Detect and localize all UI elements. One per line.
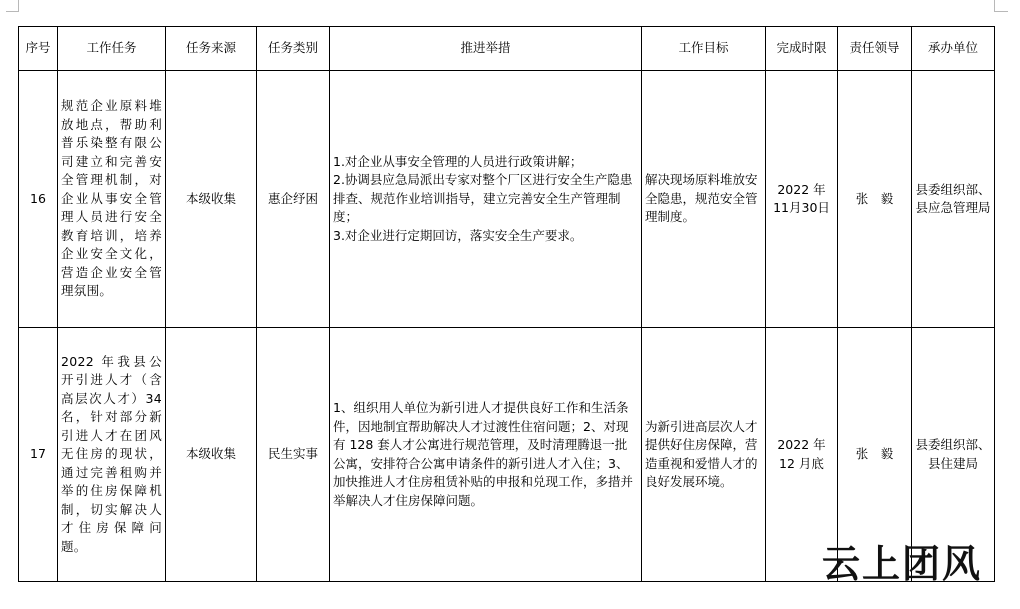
row-source: 本级收集 xyxy=(166,328,257,582)
measure-item: 3.对企业进行定期回访，落实安全生产要求。 xyxy=(333,227,583,243)
table-header-row xyxy=(19,27,995,71)
header-num: 序号 xyxy=(19,27,58,71)
header-goal: 工作目标 xyxy=(642,27,766,71)
row-task: 2022 年我县公开引进人才（含高层次人才）34名，针对部分新引进人才在团风无住房的现状，通过完善租购并举的住房保障机制，切实解决人才住房保障问题。 xyxy=(58,328,166,582)
measure-item: 2.协调县应急局派出专家对整个厂区进行安全生产隐患排查、规范作业培训指导，建立完善安全生产管理制度； xyxy=(333,172,633,225)
header-measures: 推进举措 xyxy=(330,27,642,71)
row-category: 民生实事 xyxy=(257,328,330,582)
watermark-logo: 云上团风 xyxy=(822,541,983,586)
measure-item: 1.对企业从事安全管理的人员进行政策讲解； xyxy=(333,153,583,169)
header-source: 任务来源 xyxy=(166,27,257,71)
header-leader: 责任领导 xyxy=(838,27,912,71)
row-unit: 县委组织部、县住建局 xyxy=(912,328,995,582)
table-row xyxy=(19,71,995,328)
page-corner-mark-right-vertical xyxy=(994,0,995,12)
measure-item: 1、组织用人单位为新引进人才提供良好工作和生活条件，因地制宜帮助解决人才过渡性住宿问题；2、对现有 128 套人才公寓进行规范管理，及时清理腾退一批公寓，安排符合公寓申请条件的新引进人才入住；3、加快推进人才住房租赁补贴的申报和兑现工作，多措并举解决人才住房保障问题。 xyxy=(333,400,634,508)
row-num: 17 xyxy=(19,328,58,582)
header-deadline: 完成时限 xyxy=(766,27,838,71)
row-deadline: 2022 年 12 月底 xyxy=(766,328,838,582)
row-deadline: 2022 年 11月30日 xyxy=(766,71,838,328)
page-corner-mark-left-vertical xyxy=(18,0,19,12)
header-category: 任务类别 xyxy=(257,27,330,71)
header-task: 工作任务 xyxy=(58,27,166,71)
page-corner-mark-right xyxy=(994,11,1008,12)
row-category: 惠企纾困 xyxy=(257,71,330,328)
row-measures xyxy=(330,71,642,328)
row-leader: 张 毅 xyxy=(838,71,912,328)
row-num: 16 xyxy=(19,71,58,328)
row-unit: 县委组织部、县应急管理局 xyxy=(912,71,995,328)
row-task: 规范企业原料堆放地点，帮助利普乐染整有限公司建立和完善安全管理机制，对企业从事安全管理人员进行安全教育培训，培养企业安全文化，营造企业安全管理氛围。 xyxy=(58,71,166,328)
row-goal: 为新引进高层次人才提供好住房保障，营造重视和爱惜人才的良好发展环境。 xyxy=(642,328,766,582)
row-source: 本级收集 xyxy=(166,71,257,328)
header-unit: 承办单位 xyxy=(912,27,995,71)
row-leader: 张 毅 xyxy=(838,328,912,582)
row-measures xyxy=(330,328,642,582)
task-table xyxy=(18,26,995,582)
row-goal: 解决现场原料堆放安全隐患，规范安全管理制度。 xyxy=(642,71,766,328)
